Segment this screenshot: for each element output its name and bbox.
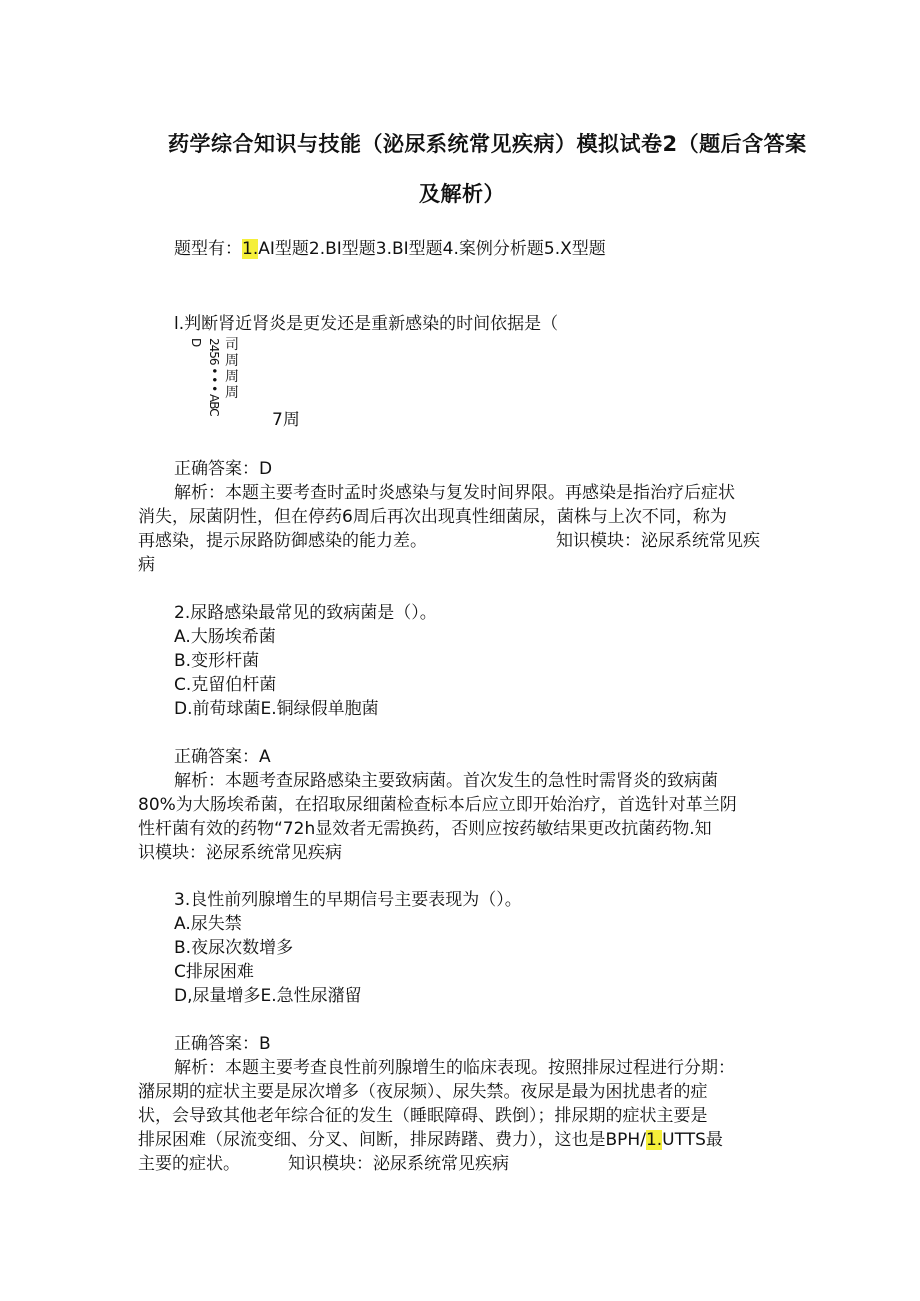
q3-analysis-line4-end: UTTS最 (662, 1130, 723, 1150)
q1-knowledge-module: 知识模块：泌尿系统常见疾 (556, 531, 760, 551)
q2-analysis-line4: 识模块：泌尿系统常见疾病 (138, 843, 342, 863)
question-types-label: 题型有： (174, 239, 242, 259)
document-title-line1: 药学综合知识与技能（泌尿系统常见疾病）模拟试卷2（题后含答案 (168, 132, 807, 156)
q3-option-a: A.尿失禁 (174, 914, 242, 934)
q2-analysis-line1: 解析：本题考查尿路感染主要致病菌。首次发生的急性时需肾炎的致病菌 (174, 771, 718, 791)
q1-option-1: 司 (225, 337, 239, 353)
question-types (174, 237, 606, 261)
q3-analysis-highlight: 1. (645, 1130, 663, 1150)
q1-analysis-line2: 消失，尿菌阴性，但在停药6周后再次出现真性细菌尿，菌株与上次不同，称为 (138, 507, 727, 527)
q3-option-b: B.夜尿次数增多 (174, 938, 294, 958)
q1-analysis-line1: 解析：本题主要考查时孟时炎感染与复发时间界限。再感染是指治疗后症状 (174, 483, 735, 503)
q3-stem: 3.良性前列腺增生的早期信号主要表现为（）。 (174, 890, 522, 910)
q1-vertical-col2: 2456 • • • ABC (207, 338, 221, 416)
q2-stem: 2.尿路感染最常见的致病菌是（）。 (174, 603, 437, 623)
q3-analysis-line4 (138, 1128, 723, 1152)
q2-option-c: C.克留伯杆菌 (174, 675, 277, 695)
q2-analysis-line2: 80%为大肠埃希菌，在招取尿细菌检查标本后应立即开始治疗，首选针对革兰阴 (138, 795, 737, 815)
question-types-list: AI型题2.BI型题3.BI型题4.案例分析题5.X型题 (258, 239, 606, 259)
q1-option-2: 周 (225, 353, 239, 369)
question-types-highlight: 1. (242, 239, 259, 259)
q1-analysis-line5: 病 (138, 555, 155, 575)
q3-answer: 正确答案：B (174, 1034, 271, 1054)
q2-option-a: A.大肠埃希菌 (174, 627, 276, 647)
q3-analysis-line2: 潴尿期的症状主要是尿次增多（夜尿频）、尿失禁。夜尿是最为困扰患者的症 (138, 1082, 708, 1102)
q3-analysis-line1: 解析：本题主要考查良性前列腺增生的临床表现。按照排尿过程进行分期： (174, 1058, 735, 1078)
q1-option-3: 周 (225, 369, 239, 385)
q3-option-c: C排尿困难 (174, 962, 254, 982)
q1-answer: 正确答案：D (174, 459, 273, 479)
q1-option-4: 周 (225, 385, 239, 401)
q1-analysis-line3: 再感染，提示尿路防御感染的能力差。 (138, 531, 427, 551)
q3-option-de: D,尿量增多E.急性尿潴留 (174, 986, 362, 1006)
q2-answer: 正确答案：A (174, 747, 271, 767)
q1-vertical-col1: D (189, 338, 203, 347)
q3-analysis-line5: 主要的症状。 (138, 1154, 240, 1174)
q3-analysis-line4-start: 排尿困难（尿流变细、分叉、间断，排尿踌躇、费力），这也是BPH/ (138, 1130, 646, 1150)
q3-analysis-line3: 状，会导致其他老年综合征的发生（睡眠障碍、跌倒）；排尿期的症状主要是 (138, 1106, 708, 1126)
q2-option-b: B.变形杆菌 (174, 651, 260, 671)
q3-knowledge-module: 知识模块：泌尿系统常见疾病 (288, 1154, 509, 1174)
q2-analysis-line3: 性杆菌有效的药物“72h显效者无需换药，否则应按药敏结果更改抗菌药物.知 (138, 819, 712, 839)
q1-stem: l.判断肾近肾炎是更发还是重新感染的时间依据是（ (174, 314, 559, 334)
document-title-line2: 及解析） (419, 182, 505, 206)
q2-option-de: D.前荀球菌E.铜绿假单胞菌 (174, 699, 379, 719)
q1-last-option: 7周 (272, 410, 300, 430)
